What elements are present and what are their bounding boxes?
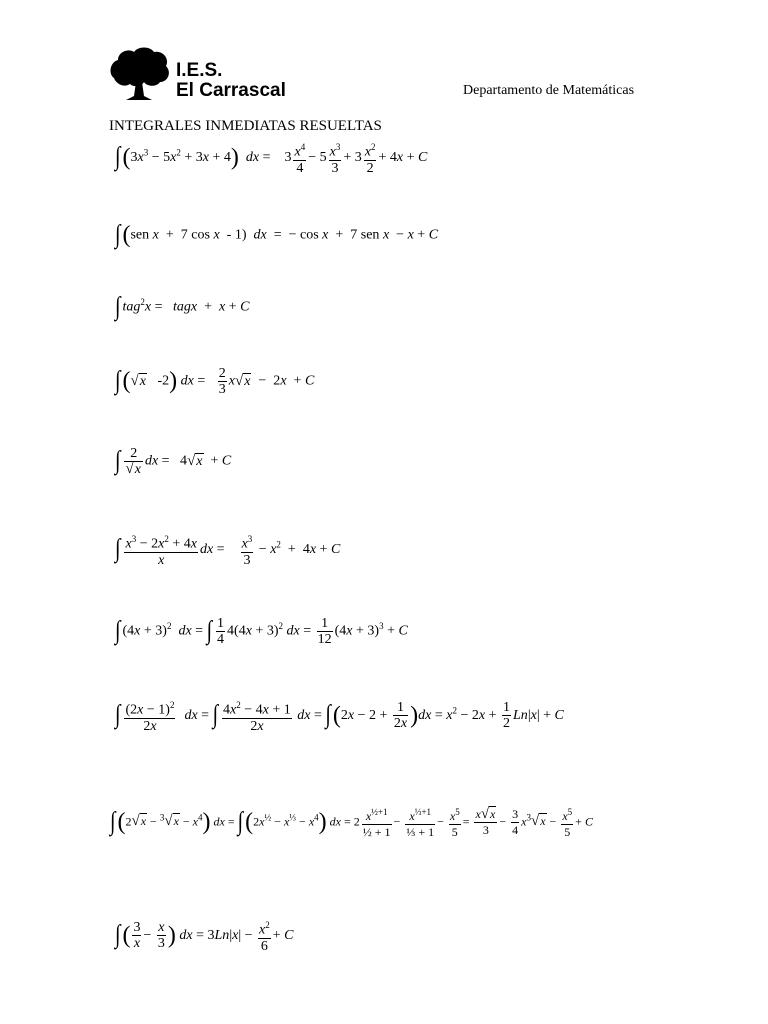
school-name-line1: I.E.S. <box>176 60 223 81</box>
equation-3: ∫ tag$^2$x = tagx + x + C <box>115 292 250 322</box>
equation-6: ∫ $\frac{x^3 - 2x^2 + 4x}{x}$ dx = $\frac{x^3}{3}$ − $x^2 + 4x + C$ <box>115 534 341 568</box>
equation-8: ∫ $\frac{(2x - 1)^2}{2x}$ dx = ∫ $\frac{4x^2 - 4x + 1}{2x}$ dx = ∫(2x − 2 + $\frac{1}{2x}$ )$dx = x^2 - 2x$ + $\frac{1}{2}$ Ln|x| + C <box>115 700 564 734</box>
equation-1: $\int(3x^3 - 5x^2 + 3x + 4)$ dx = 3 $\frac{x^4}{4}$ − 5 $\frac{x^3}{3}$ + 3 $\frac{x^2}{2}$ + 4x + C <box>115 142 428 176</box>
school-logo <box>108 44 298 104</box>
tree-icon <box>108 44 172 104</box>
document-title: INTEGRALES INMEDIATAS RESUELTAS <box>109 118 382 134</box>
school-name-line2: El Carrascal <box>176 80 286 101</box>
department-label: Departamento de Matemáticas <box>463 83 635 98</box>
equation-10: ∫( $\frac{3}{x}$ − $\frac{x}{3}$ ) dx = 3Ln|x| − $\frac{x^2}{6}$ + C <box>115 920 294 954</box>
equation-9: $\int(2√x - ^3√x - x^4)$ dx = $\int(2x^{\frac{1}{2}} - x^{\frac{1}{3}} - x^4)$ dx = 2 $\frac{x^{\frac{1}{2}+1}}{\text{½ + 1}}$ − $\frac{x^{\frac{1}{3}+1}}{\text{⅓ + 1}}$ − $\frac{x^5}{5}$ = $\frac{x√x}{3}$ − $\frac{3}{4}$ $x^3√x$ − $\frac{x^5}{5}$ + C <box>110 806 593 839</box>
equation-7: ∫ $(4x + 3)^2$ dx = ∫ $\frac{1}{4}$ $4(4x + 3)^2$ dx = $\frac{1}{12}$ $(4x + 3)^3 + C$ <box>115 616 408 647</box>
equation-4: ∫(√x -2) dx = $\frac{2}{3}$ x√x − 2x + C <box>115 366 315 397</box>
equation-2: ∫(sen x + 7 cos x - 1) dx = − cos x + 7 sen x − x + C <box>115 220 439 250</box>
equation-5: ∫ $\frac{2}{√x}$ dx = 4√x + C <box>115 446 232 477</box>
